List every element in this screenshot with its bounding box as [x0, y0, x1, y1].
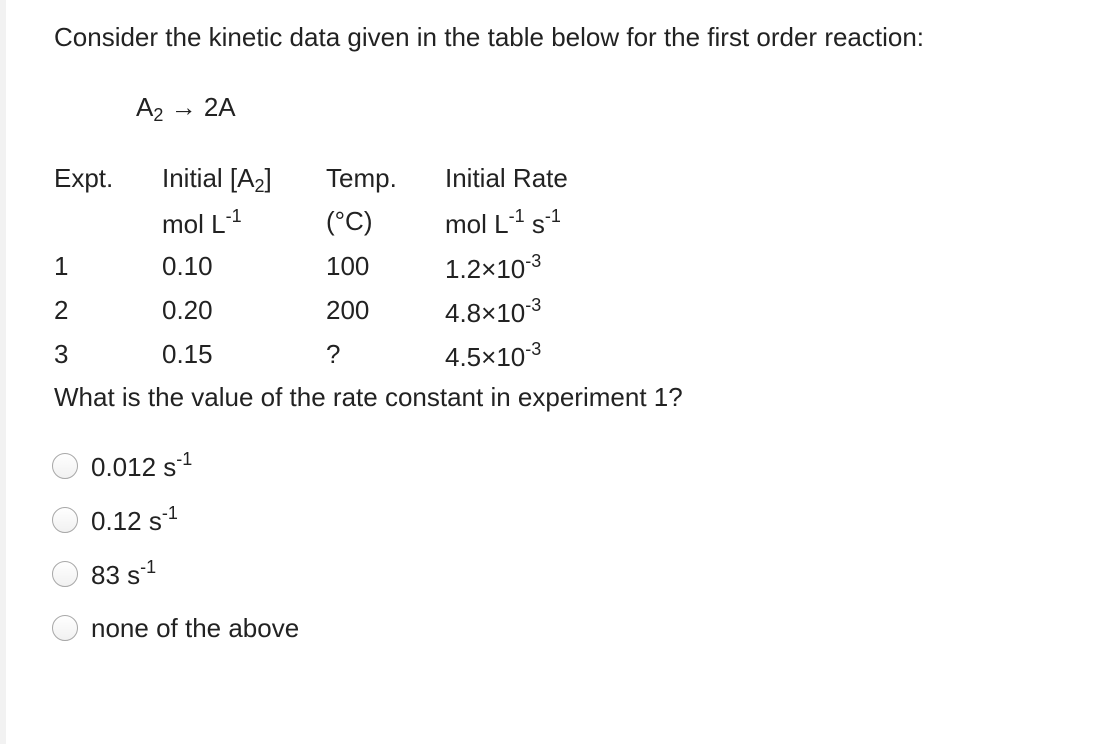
- radio-button-option-3[interactable]: [52, 561, 78, 587]
- answer-option-3-label: 83 $s^{-1}$: [91, 557, 157, 590]
- radio-button-option-1[interactable]: [52, 453, 78, 479]
- reaction-arrow: →: [170, 92, 197, 122]
- table-row-3-temperature: ?: [326, 339, 341, 369]
- header-temperature-unit: (°C): [326, 206, 373, 236]
- reactant: A: [136, 92, 154, 122]
- answer-option-2-label: 0.12 $s^{-1}$: [91, 503, 178, 536]
- table-row-3-concentration: 0.15: [162, 339, 213, 369]
- reaction-equation: [136, 92, 236, 126]
- table-row-2-expt: 2: [54, 295, 69, 325]
- header-concentration: Initial $[A_2]$: [162, 163, 272, 196]
- answer-option-3[interactable]: [52, 559, 156, 589]
- table-row-3-expt: 3: [54, 339, 69, 369]
- answer-option-4[interactable]: [52, 613, 299, 643]
- header-initial-rate: Initial Rate: [445, 163, 568, 193]
- answer-option-1-label: 0.012 $s^{-1}$: [91, 449, 193, 482]
- radio-button-option-4[interactable]: [52, 615, 78, 641]
- question-prompt: What is the value of the rate constant in experiment 1?: [54, 382, 683, 412]
- question-intro: Consider the kinetic data given in the table below for the first order reaction:: [54, 22, 925, 52]
- table-row-3-rate: $4.5\times 10^{-3}$: [445, 339, 542, 372]
- reactant-subscript: 2: [153, 105, 164, 125]
- header-expt: Expt.: [54, 163, 114, 193]
- answer-option-4-label: none of the above: [91, 612, 300, 643]
- table-row-1-rate: $1.2\times 10^{-3}$: [445, 251, 542, 284]
- table-row-1-temperature: 100: [326, 251, 370, 281]
- header-concentration-unit: mol $L^{-1}$: [162, 206, 242, 239]
- table-row-2-rate: $4.8\times 10^{-3}$: [445, 295, 542, 328]
- table-row-2-temperature: 200: [326, 295, 370, 325]
- answer-option-2[interactable]: [52, 505, 178, 535]
- product: 2A: [203, 92, 236, 122]
- answer-option-1[interactable]: [52, 451, 192, 481]
- table-row-1-concentration: 0.10: [162, 251, 213, 281]
- table-row-2-concentration: 0.20: [162, 295, 213, 325]
- header-initial-rate-unit: mol $L^{-1}$ $s^{-1}$: [445, 206, 561, 239]
- header-temperature: Temp.: [326, 163, 397, 193]
- radio-button-option-2[interactable]: [52, 507, 78, 533]
- table-row-1-expt: 1: [54, 251, 69, 281]
